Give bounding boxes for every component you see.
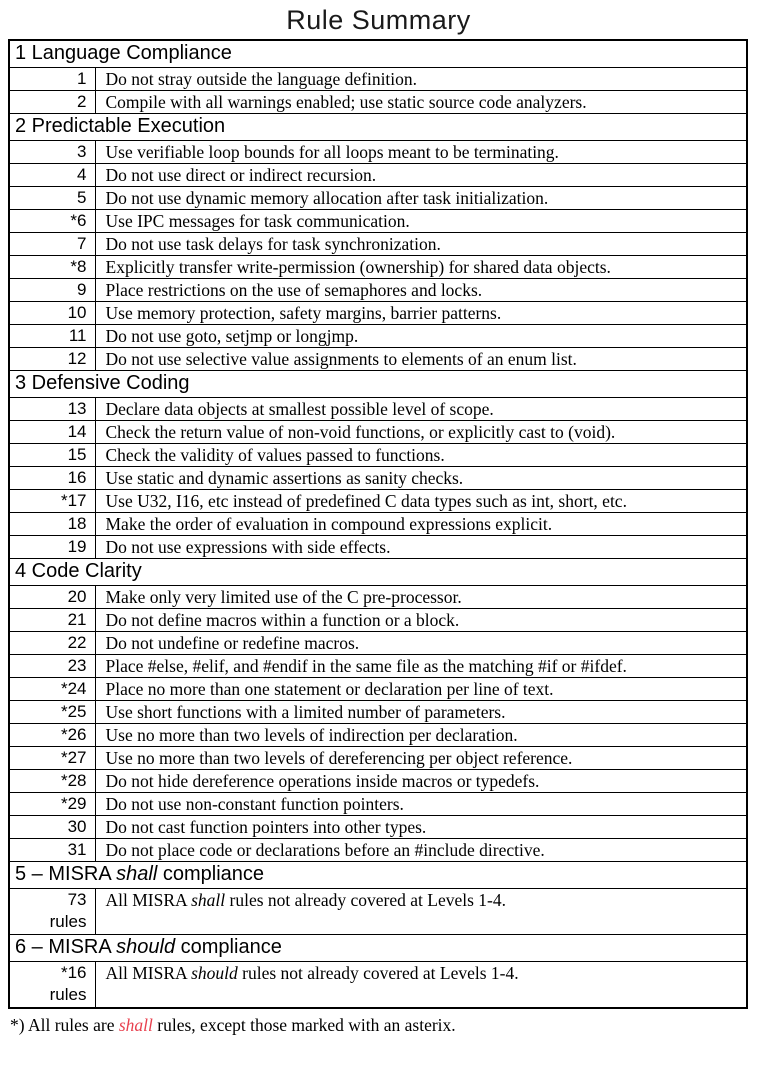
rule-description: [95, 187, 747, 210]
rule-description: [95, 586, 747, 609]
rule-description-text: Do not use goto, setjmp or longjmp.: [105, 326, 359, 346]
section-heading-text: 2 Predictable Execution: [15, 115, 226, 137]
rule-row: [9, 233, 747, 256]
rule-description-text-post: rules not already covered at Levels 1-4.: [237, 963, 519, 983]
rule-number-cell: [9, 609, 95, 632]
rule-row: [9, 256, 747, 279]
rule-number: *25: [60, 702, 87, 721]
section-header-row: [9, 862, 747, 889]
rule-number-subline: rules: [49, 912, 87, 931]
rule-description-text: Declare data objects at smallest possible level of scope.: [105, 399, 494, 419]
rule-number-cell: [9, 444, 95, 467]
rule-description: [95, 770, 747, 793]
page-title: Rule Summary: [286, 5, 471, 35]
rule-number: 12: [67, 349, 87, 368]
rule-description-text: Do not use task delays for task synchronization.: [105, 234, 441, 254]
rule-description-text: Check the return value of non-void functions, or explicitly cast to (void).: [105, 422, 616, 442]
rule-description-text: Do not define macros within a function or a block.: [105, 610, 460, 630]
rule-number: 23: [67, 656, 87, 675]
section-header-row: [9, 114, 747, 141]
rule-row: [9, 889, 747, 935]
rule-row: [9, 655, 747, 678]
rule-number-cell: [9, 187, 95, 210]
section-heading-text: 5 – MISRA: [15, 863, 117, 885]
section-heading-text-post: compliance: [175, 936, 282, 958]
rule-number-cell: [9, 513, 95, 536]
rule-number: *8: [70, 257, 87, 276]
rule-number-cell: [9, 421, 95, 444]
rule-description-text: Compile with all warnings enabled; use static source code analyzers.: [105, 92, 587, 112]
rule-row: [9, 164, 747, 187]
rule-row: [9, 678, 747, 701]
rule-row: [9, 91, 747, 114]
rule-row: [9, 586, 747, 609]
rule-description: [95, 724, 747, 747]
rule-number-cell: [9, 490, 95, 513]
rule-number: 3: [77, 142, 87, 161]
rule-row: [9, 302, 747, 325]
rule-row: [9, 816, 747, 839]
rule-number-cell: [9, 770, 95, 793]
section-heading-text: 3 Defensive Coding: [15, 372, 190, 394]
section-header-row: [9, 559, 747, 586]
rule-number-cell: [9, 839, 95, 862]
rule-description: [95, 701, 747, 724]
rule-number: *17: [60, 491, 87, 510]
rule-number: 11: [68, 326, 87, 345]
rule-row: [9, 536, 747, 559]
rule-description-italic-word: shall: [191, 890, 226, 910]
rule-description: [95, 655, 747, 678]
section-header-row: [9, 371, 747, 398]
rule-description: [95, 839, 747, 862]
rule-description: [95, 302, 747, 325]
rule-description: [95, 210, 747, 233]
rule-number-cell: [9, 889, 95, 935]
rule-number: *6: [70, 211, 87, 230]
footnote-highlight: shall: [118, 1014, 153, 1035]
rule-number-cell: [9, 678, 95, 701]
rule-number: 20: [67, 587, 87, 606]
rule-number-cell: [9, 724, 95, 747]
rule-description: [95, 256, 747, 279]
rule-row: [9, 279, 747, 302]
rule-description-text: Make the order of evaluation in compound expressions explicit.: [105, 514, 553, 534]
rule-description-text: Check the validity of values passed to functions.: [105, 445, 445, 465]
rule-description-text: Do not use non-constant function pointers.: [105, 794, 404, 814]
rule-description: [95, 398, 747, 421]
rule-number: 30: [67, 817, 87, 836]
section-heading: [9, 371, 747, 398]
rule-number-cell: [9, 701, 95, 724]
rule-number: 14: [67, 422, 87, 441]
rule-row: [9, 325, 747, 348]
rule-description-text: Use verifiable loop bounds for all loops meant to be terminating.: [105, 142, 559, 162]
rule-description-text-post: rules not already covered at Levels 1-4.: [225, 890, 506, 910]
rule-description: [95, 141, 747, 164]
rule-number-cell: [9, 793, 95, 816]
rule-row: [9, 141, 747, 164]
rule-row: [9, 187, 747, 210]
rule-description-text: Use memory protection, safety margins, barrier patterns.: [105, 303, 502, 323]
rule-description: [95, 421, 747, 444]
rule-description: [95, 348, 747, 371]
rule-number-subline: rules: [49, 985, 87, 1004]
rule-description-text: Place restrictions on the use of semaphores and locks.: [105, 280, 483, 300]
rule-number-cell: [9, 398, 95, 421]
section-heading-italic-word: should: [116, 936, 176, 958]
section-heading: [9, 559, 747, 586]
rule-description-text: Do not stray outside the language definition.: [105, 69, 418, 89]
rule-number: 22: [67, 633, 87, 652]
rule-number-cell: [9, 747, 95, 770]
rule-number-cell: [9, 325, 95, 348]
rule-description-text: Use no more than two levels of dereferencing per object reference.: [105, 748, 573, 768]
rule-number: 2: [77, 92, 87, 111]
rule-number: 16: [67, 468, 87, 487]
rule-number: 21: [67, 610, 87, 629]
rule-row: [9, 348, 747, 371]
rule-description: [95, 164, 747, 187]
rule-description-text: Place #else, #elif, and #endif in the same file as the matching #if or #ifdef.: [105, 656, 627, 676]
rule-description: [95, 467, 747, 490]
rule-description-text: Do not place code or declarations before an #include directive.: [105, 840, 545, 860]
rule-row: [9, 609, 747, 632]
rule-number: *16: [60, 963, 87, 982]
rule-number: *29: [60, 794, 87, 813]
rule-table-body: [9, 40, 747, 1008]
rule-row: [9, 962, 747, 1008]
rule-number: 4: [77, 165, 87, 184]
rule-number-cell: [9, 632, 95, 655]
rule-description-text: Do not use selective value assignments to elements of an enum list.: [105, 349, 577, 369]
rule-description: [95, 536, 747, 559]
rule-number: *28: [60, 771, 87, 790]
rule-description-text: Make only very limited use of the C pre-processor.: [105, 587, 462, 607]
rule-number: 18: [67, 514, 87, 533]
rule-row: [9, 793, 747, 816]
section-header-row: [9, 40, 747, 68]
rule-description: [95, 233, 747, 256]
rule-number-cell: [9, 348, 95, 371]
rule-number-cell: [9, 91, 95, 114]
rule-number-cell: [9, 68, 95, 91]
rule-description-text: Do not use direct or indirect recursion.: [105, 165, 377, 185]
rule-number-cell: [9, 536, 95, 559]
rule-description-text: Use no more than two levels of indirection per declaration.: [105, 725, 518, 745]
rule-row: [9, 68, 747, 91]
rule-number: 31: [67, 840, 87, 859]
rule-description: [95, 325, 747, 348]
footnote-pre: *) All rules are: [10, 1014, 119, 1035]
rule-description: [95, 68, 747, 91]
rule-description-text: All MISRA: [105, 963, 192, 983]
rule-row: [9, 701, 747, 724]
rule-number-cell: [9, 655, 95, 678]
rule-number: 19: [67, 537, 87, 556]
rule-row: [9, 724, 747, 747]
rule-number-cell: [9, 816, 95, 839]
section-heading-text: 1 Language Compliance: [15, 42, 232, 64]
rule-description-text: All MISRA: [105, 890, 192, 910]
rule-number-cell: [9, 210, 95, 233]
rule-description-italic-word: should: [191, 963, 238, 983]
rule-description: [95, 889, 747, 935]
rule-number: 15: [67, 445, 87, 464]
rule-number: 7: [77, 234, 87, 253]
section-heading-text: 4 Code Clarity: [15, 560, 142, 582]
rule-description: [95, 962, 747, 1008]
footnote-post: rules, except those marked with an asterix.: [152, 1014, 456, 1035]
rule-description: [95, 793, 747, 816]
section-header-row: [9, 935, 747, 962]
section-heading-italic-word: shall: [116, 863, 158, 885]
rule-number: *27: [60, 748, 87, 767]
rule-number-cell: [9, 233, 95, 256]
rule-description: [95, 91, 747, 114]
rule-number-cell: [9, 256, 95, 279]
rule-row: [9, 632, 747, 655]
rule-row: [9, 444, 747, 467]
rule-number: *24: [60, 679, 87, 698]
section-heading-text: 6 – MISRA: [15, 936, 117, 958]
rule-row: [9, 513, 747, 536]
rule-number-cell: [9, 141, 95, 164]
rule-row: [9, 467, 747, 490]
rule-number-cell: [9, 586, 95, 609]
rule-number: 73: [67, 890, 87, 909]
rule-description-text: Explicitly transfer write-permission (ownership) for shared data objects.: [105, 257, 611, 277]
rule-description-text: Place no more than one statement or declaration per line of text.: [105, 679, 554, 699]
rule-description: [95, 513, 747, 536]
rule-number: 5: [77, 188, 87, 207]
rule-description-text: Use U32, I16, etc instead of predefined C data types such as int, short, etc.: [105, 491, 627, 511]
rule-description-text: Do not use dynamic memory allocation after task initialization.: [105, 188, 549, 208]
rule-number-cell: [9, 164, 95, 187]
section-heading: [9, 862, 747, 889]
rule-description: [95, 444, 747, 467]
rule-description: [95, 816, 747, 839]
rule-row: [9, 210, 747, 233]
rule-description: [95, 632, 747, 655]
rule-description: [95, 609, 747, 632]
rule-description: [95, 747, 747, 770]
rule-description-text: Use short functions with a limited number of parameters.: [105, 702, 506, 722]
rule-description-text: Do not use expressions with side effects.: [105, 537, 391, 557]
footnote: [10, 1014, 757, 1036]
rule-row: [9, 839, 747, 862]
section-heading: [9, 935, 747, 962]
rule-number-cell: [9, 467, 95, 490]
rule-row: [9, 490, 747, 513]
section-heading: [9, 114, 747, 141]
rule-number-cell: [9, 279, 95, 302]
rule-description-text: Use static and dynamic assertions as sanity checks.: [105, 468, 464, 488]
rule-number-cell: [9, 962, 95, 1008]
rule-row: [9, 421, 747, 444]
rule-description-text: Do not hide dereference operations inside macros or typedefs.: [105, 771, 540, 791]
rule-description-text: Do not undefine or redefine macros.: [105, 633, 360, 653]
rule-number: 10: [67, 303, 87, 322]
rule-number: 1: [77, 69, 87, 88]
rule-row: [9, 747, 747, 770]
rule-number: 13: [67, 399, 87, 418]
rule-description: [95, 678, 747, 701]
rule-row: [9, 770, 747, 793]
rule-number-cell: [9, 302, 95, 325]
rule-number: *26: [60, 725, 87, 744]
section-heading: [9, 40, 747, 68]
rule-description-text: Use IPC messages for task communication.: [105, 211, 410, 231]
section-heading-text-post: compliance: [157, 863, 265, 885]
rule-row: [9, 398, 747, 421]
rule-description-text: Do not cast function pointers into other types.: [105, 817, 427, 837]
rule-description: [95, 279, 747, 302]
rule-number: 9: [77, 280, 87, 299]
rule-summary-table: [8, 39, 748, 1009]
rule-description: [95, 490, 747, 513]
